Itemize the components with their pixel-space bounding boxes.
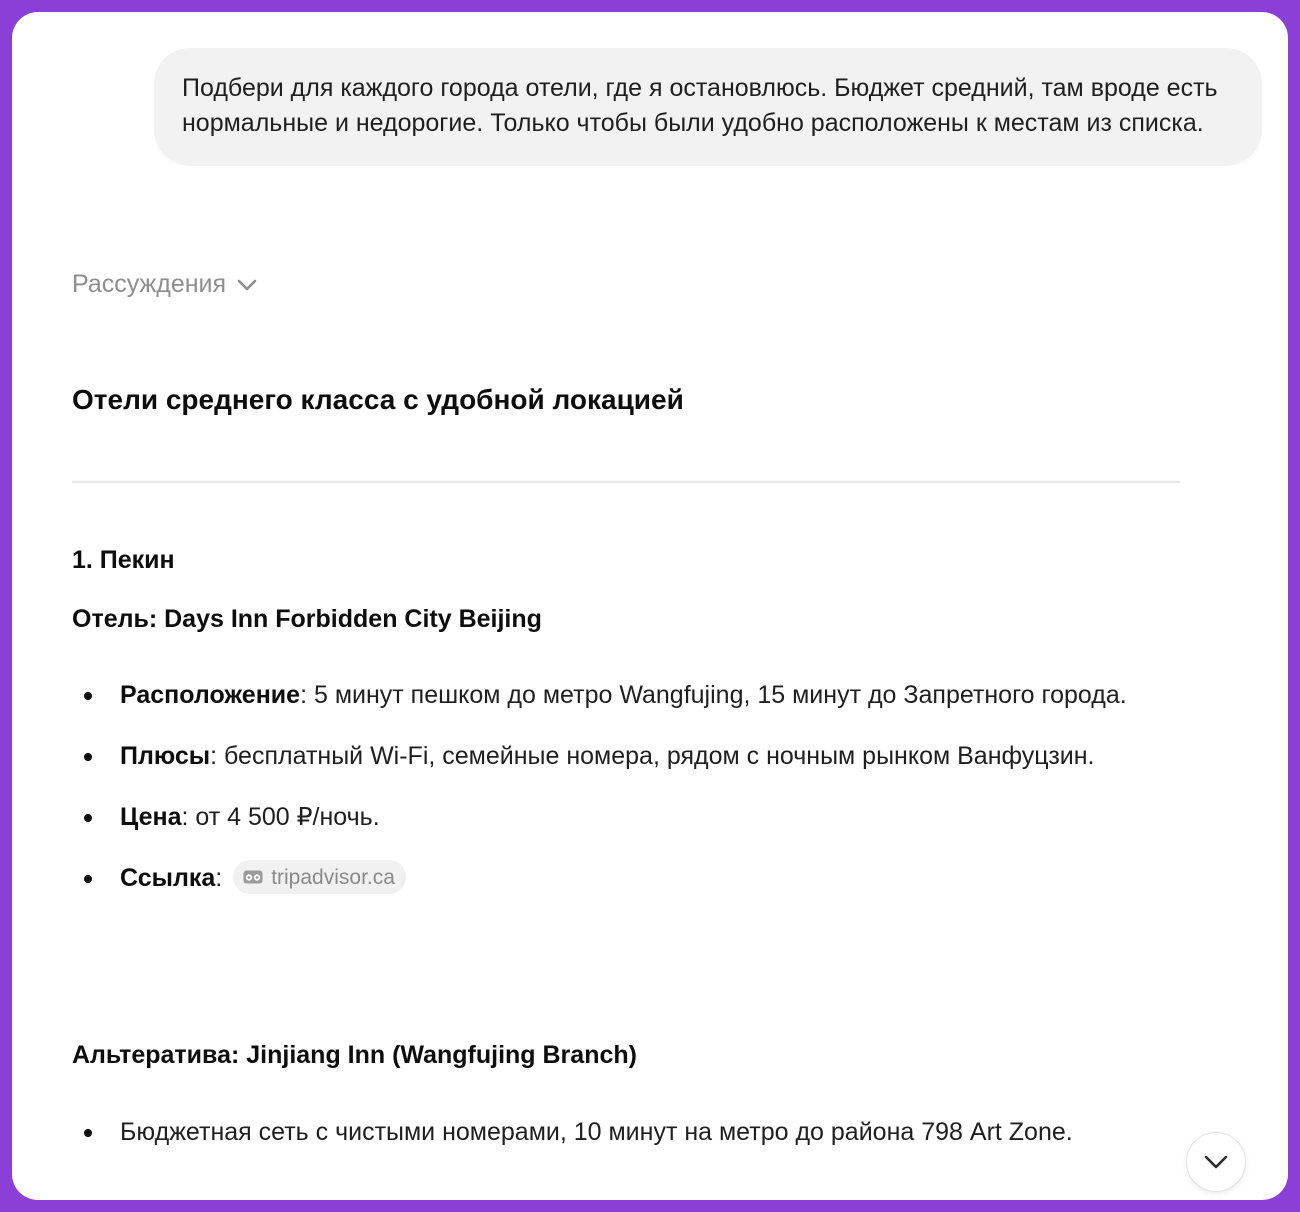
chat-window [12,12,1288,1200]
detail-text: : 5 минут пешком до метро Wangfujing, 15 минут до Запретного города. [300,681,1127,709]
alternative-title: Альтератива: Jinjiang Inn (Wangfujing Branch) [72,1041,637,1069]
reasoning-toggle[interactable] [72,270,258,299]
detail-text: : от 4 500 ₽/ночь. [181,803,380,831]
alternative-text: Бюджетная сеть с чистыми номерами, 10 минут на метро до района 798 Art Zone. [120,1118,1073,1146]
chevron-down-icon [236,278,258,292]
scroll-to-bottom-button[interactable] [1186,1132,1246,1192]
list-item [72,793,1142,842]
divider [72,481,1180,483]
answer-heading: Отели среднего класса с удобной локацией [72,384,684,415]
detail-label: Цена [120,803,182,831]
detail-label: Ссылка [120,864,216,892]
detail-text: : [215,864,223,892]
source-link-text: tripadvisor.ca [271,865,395,889]
alternative-list [72,1108,1180,1157]
list-item [72,671,1142,720]
section-title: 1. Пекин [72,546,175,574]
detail-label: Плюсы [120,742,211,770]
hotel-details-list [72,671,1142,903]
user-message-text: Подбери для каждого города отели, где я остановлюсь. Бюджет средний, там вроде есть нормальные и недорогие. Только чтобы были удобно расположены к местам из списка. [182,74,1218,137]
detail-label: Расположение [120,681,301,709]
source-link-chip[interactable] [233,860,406,894]
reasoning-toggle-label: Рассуждения [72,270,227,298]
list-item [72,1108,1180,1157]
chevron-down-icon [1202,1153,1230,1171]
user-message-bubble [154,48,1262,166]
tripadvisor-icon [243,870,263,884]
hotel-title: Отель: Days Inn Forbidden City Beijing [72,605,542,633]
list-item [72,732,1142,781]
list-item [72,854,1142,903]
detail-text: : бесплатный Wi-Fi, семейные номера, рядом с ночным рынком Ванфуцзин. [210,742,1095,770]
